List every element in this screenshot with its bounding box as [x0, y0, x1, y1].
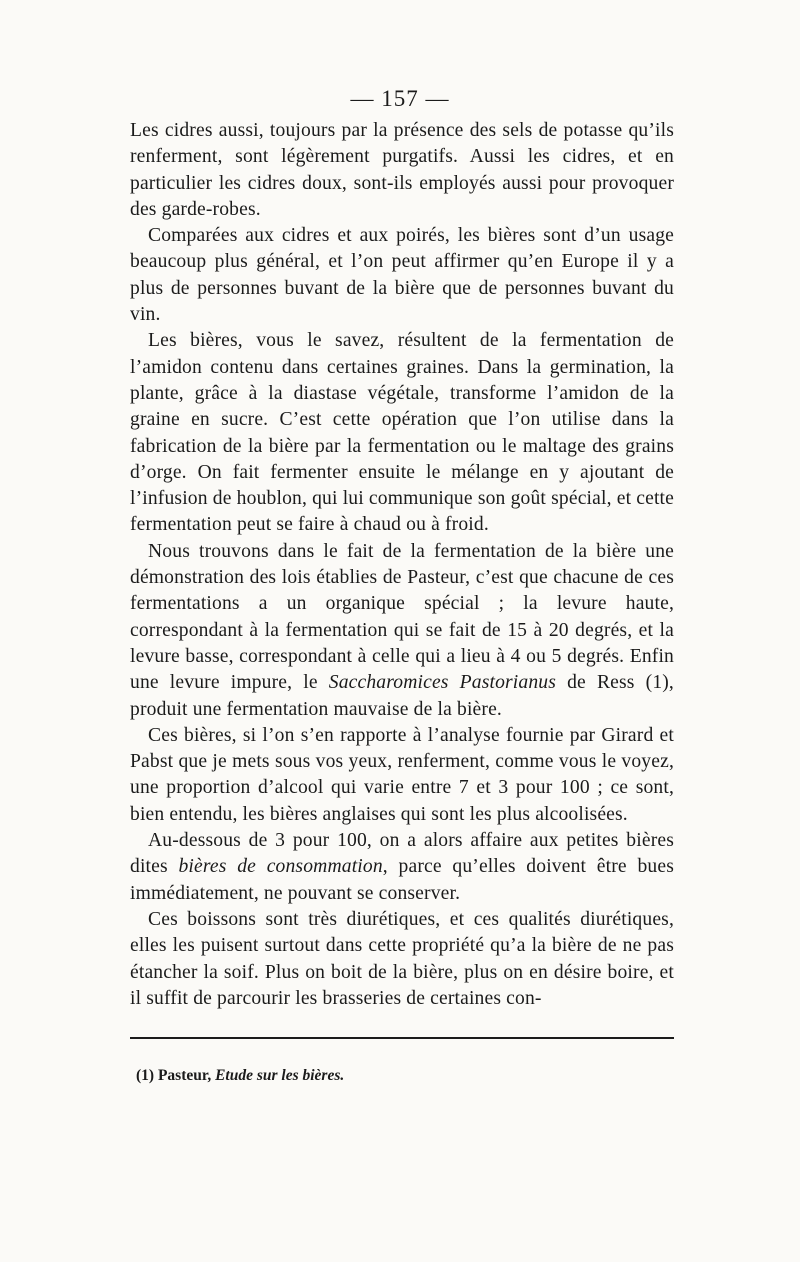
- paragraph-text: de Ress (1), produit une fermentation mauvaise de la bière.: [130, 672, 674, 720]
- italic-term: bières de consommation: [178, 856, 383, 878]
- paragraph: Les bières, vous le savez, résultent de la fermentation de l’amidon contenu dans certaines graines. Dans la germination, la plante, grâce à la diastase végétale, transforme l’amidon de la graine en sucre. C’est cette opération que l’on utilise dans la fabrication de la bière par la fermentation ou le maltage des grains d’orge. On fait fermenter ensuite le mélange en y ajoutant de l’infusion de houblon, qui lui communique son goût spécial, et cette fermentation peut se faire à chaud ou à froid.: [130, 330, 674, 536]
- paragraph: Ces bières, si l’on s’en rapporte à l’analyse fournie par Girard et Pabst que je mets sous vos yeux, renferment, comme vous le voyez, une proportion d’alcool qui varie entre 7 et 3 pour 100 ; ce sont, bien entendu, les bières anglaises qui sont les plus alcoolisées.: [130, 724, 674, 825]
- paragraph: [130, 828, 674, 907]
- species-name: Saccharomices Pastorianus: [328, 672, 557, 694]
- paragraph: Les cidres aussi, toujours par la présence des sels de potasse qu’ils renferment, sont légèrement purgatifs. Aussi les cidres, et en particulier les cidres doux, sont-ils employés aussi pour provoquer des garde-robes.: [130, 120, 674, 220]
- paragraph-text: Au-dessous de 3 pour 100, on a alors affaire aux petites bières dites: [130, 830, 674, 878]
- paragraph-text: Nous trouvons dans le fait de la fermentation de la bière une démonstration des lois établies de Pasteur, c’est que chacune de ces fermentations a un organique spécial ; la levure haute, correspondant à la fermentation qui se fait de 15 à 20 degrés, et la levure basse, correspondant à celle qui a lieu à 4 ou 5 degrés. Enfin une levure impure, le: [130, 540, 674, 694]
- footnote-title: Etude sur les bières.: [215, 1067, 345, 1084]
- footnote-author: Pasteur,: [157, 1067, 212, 1084]
- footnote-divider: [130, 1037, 674, 1039]
- main-text: [130, 118, 674, 1012]
- page-number: — 157 —: [350, 86, 450, 111]
- paragraph: Ces boissons sont très diurétiques, et ces qualités diurétiques, elles les puisent surtout dans cette propriété qu’a la bière de ne pas étancher la soif. Plus on boit de la bière, plus on en désire boire, et il suffit de parcourir les brasseries de certaines con-: [130, 908, 674, 1009]
- paragraph: [130, 539, 674, 723]
- footnote-marker: (1): [136, 1067, 155, 1084]
- paragraph: Comparées aux cidres et aux poirés, les bières sont d’un usage beaucoup plus général, et l’on peut affirmer qu’en Europe il y a plus de personnes buvant de la bière que de personnes buvant du vin.: [130, 225, 674, 326]
- paragraph-text: , parce qu’elles doivent être bues immédiatement, ne pouvant se conserver.: [130, 856, 674, 904]
- footnote: [136, 1067, 344, 1085]
